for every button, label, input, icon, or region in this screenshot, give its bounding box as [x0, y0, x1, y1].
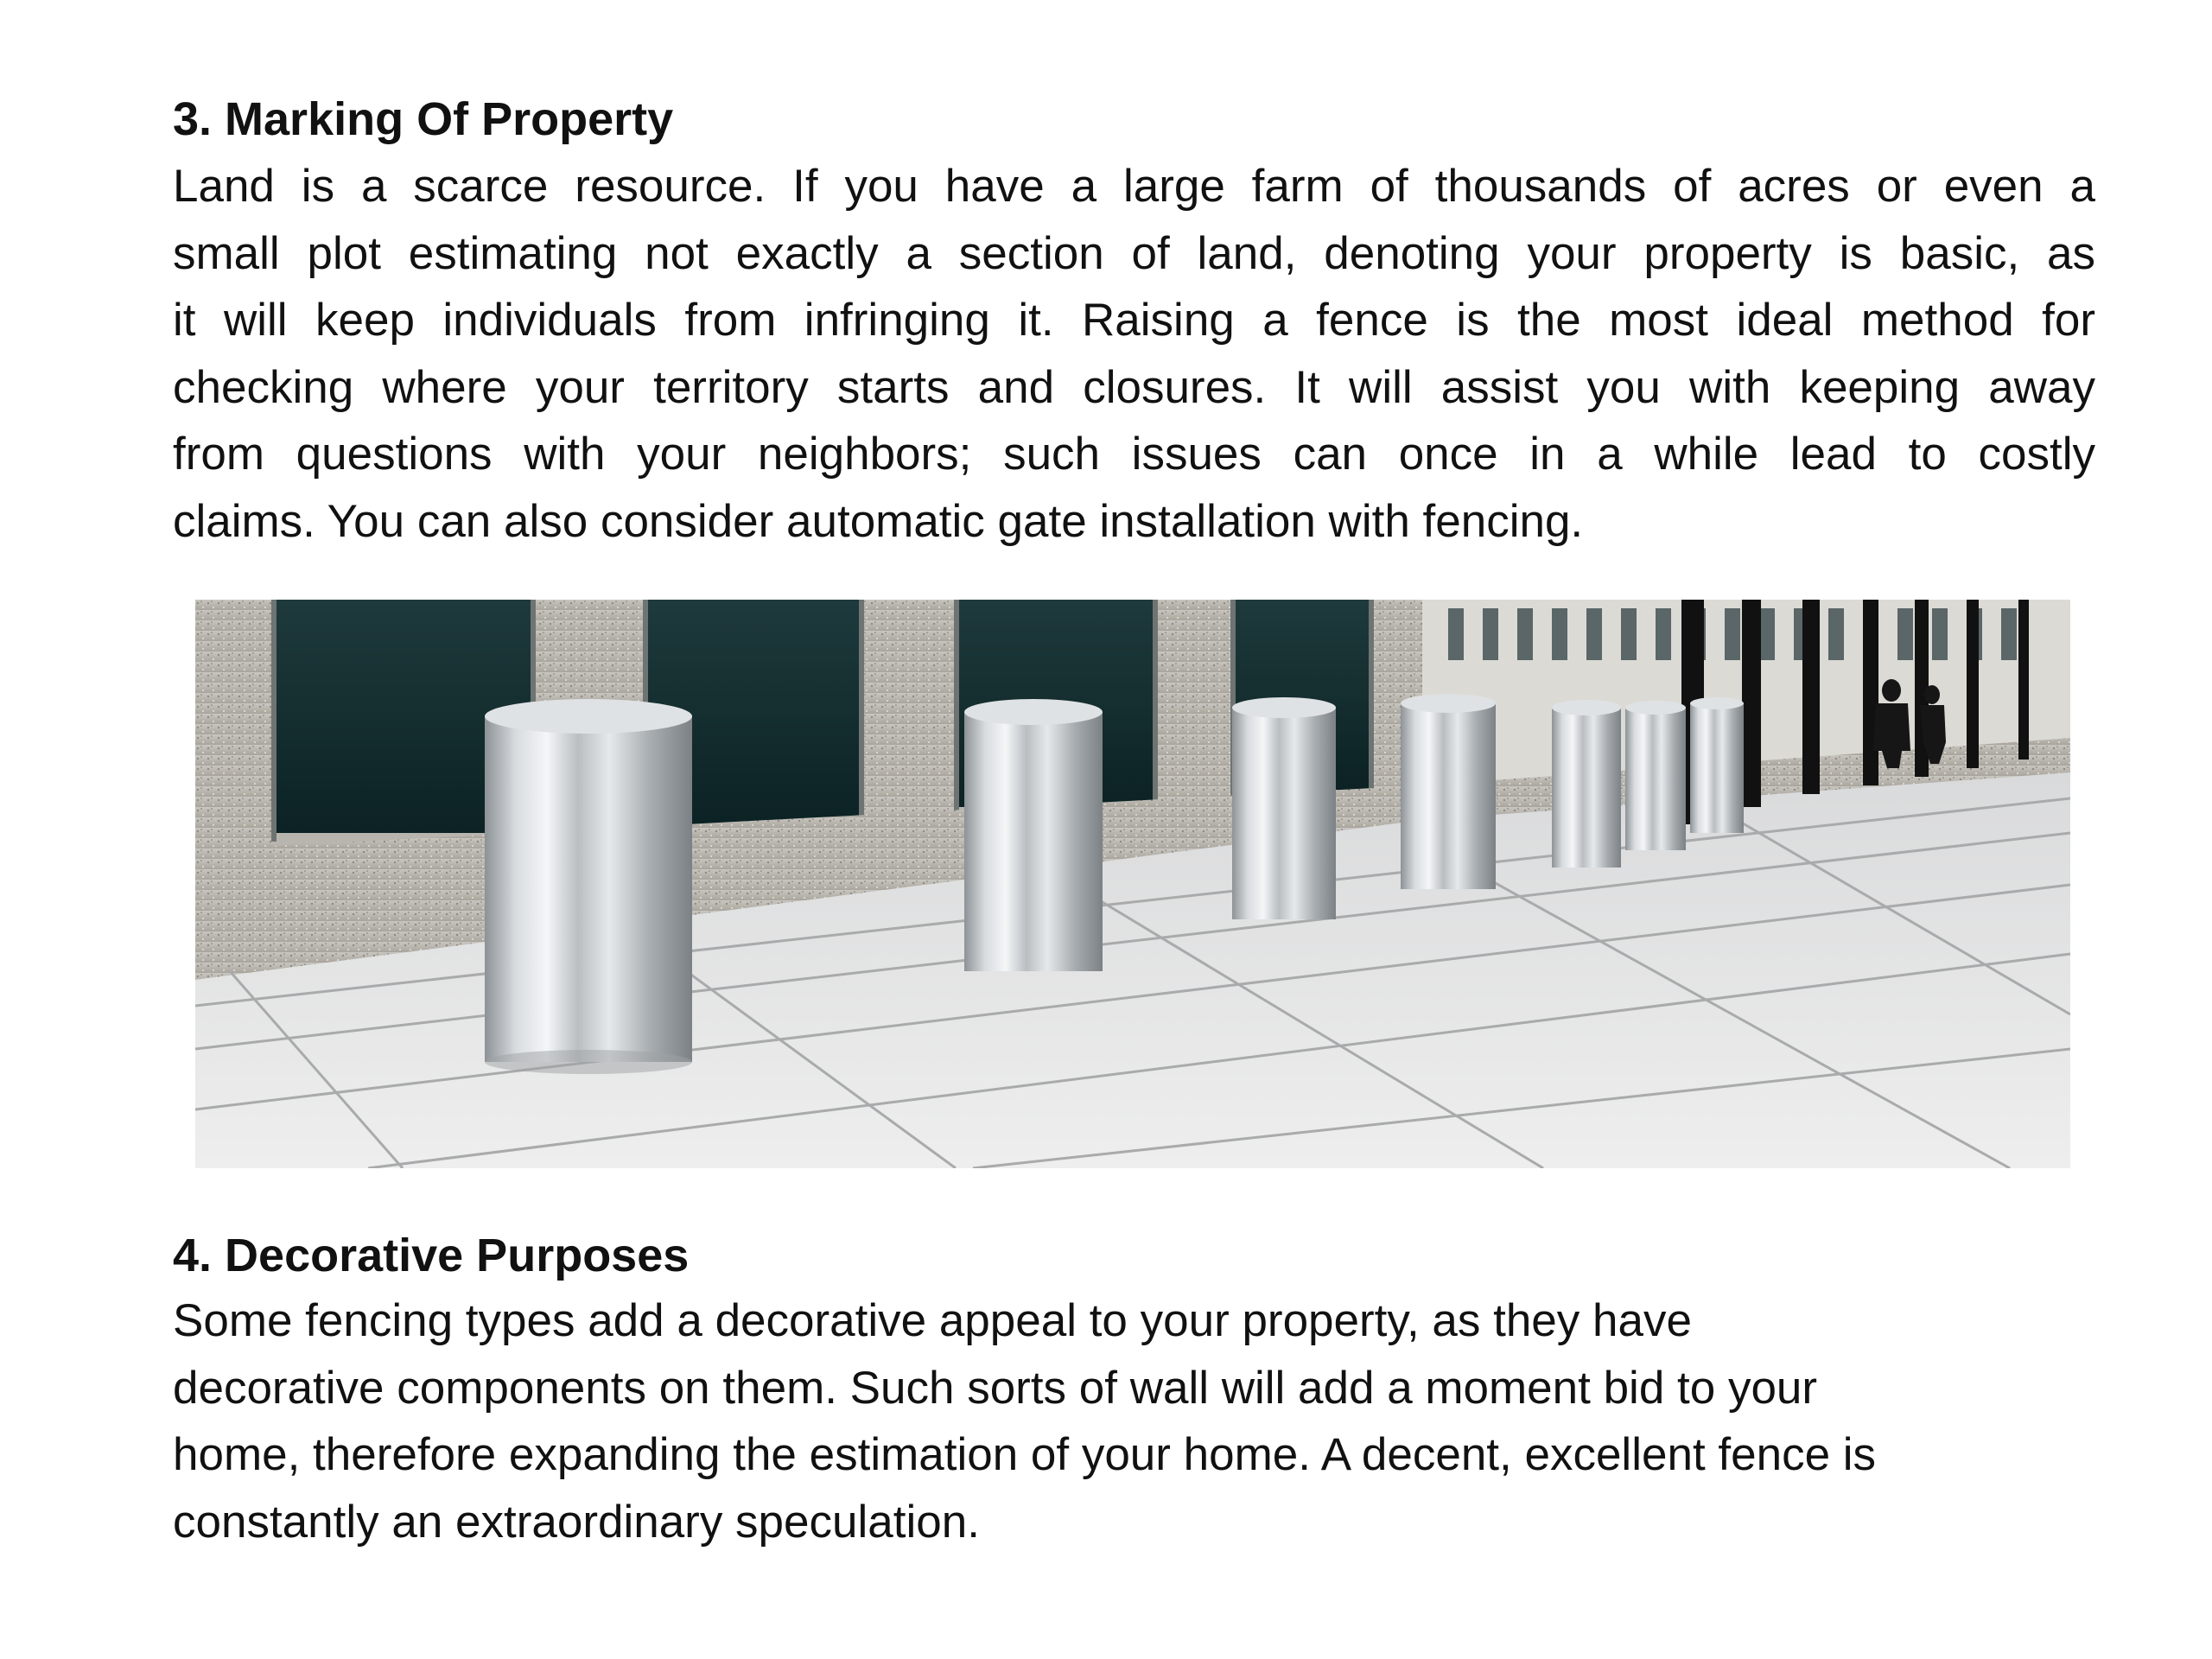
paragraph-line: small plot estimating not exactly a section of land, denoting your property is basic, as	[173, 227, 2095, 279]
paragraph-line: decorative components on them. Such sorts of wall will add a moment bid to your	[173, 1362, 1818, 1414]
paragraph-line: checking where your territory starts and closures. It will assist you with keeping away	[173, 361, 2095, 413]
bollards-photo	[195, 600, 2070, 1168]
paragraph-line: it will keep individuals from infringing it. Raising a fence is the most ideal method for	[173, 295, 2095, 346]
section-paragraph-marking-of-property	[173, 153, 2095, 555]
section-paragraph-decorative-purposes	[173, 1287, 2095, 1555]
paragraph-line: constantly an extraordinary speculation.	[173, 1496, 980, 1548]
section-heading-decorative-purposes: 4. Decorative Purposes	[173, 1230, 690, 1281]
paragraph-line: home, therefore expanding the estimation of your home. A decent, excellent fence is	[173, 1429, 1877, 1480]
section-heading-marking-of-property: 3. Marking Of Property	[173, 93, 674, 145]
paragraph-line: claims. You can also consider automatic gate installation with fencing.	[173, 495, 1584, 547]
paragraph-line: Some fencing types add a decorative appeal to your property, as they have	[173, 1295, 1692, 1346]
paragraph-line: Land is a scarce resource. If you have a large farm of thousands of acres or even a	[173, 161, 2095, 212]
paragraph-line: from questions with your neighbors; such issues can once in a while lead to costly	[173, 429, 2095, 480]
